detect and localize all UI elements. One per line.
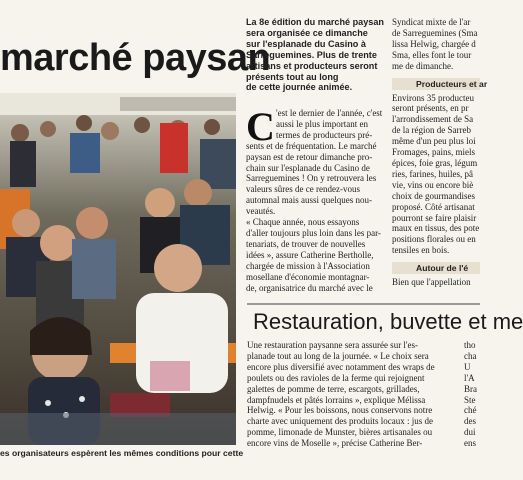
body-line: sents et de fréquentation. Le marché: [246, 140, 377, 151]
subheading-producteurs: Producteurs et ar: [392, 78, 480, 90]
body-line: poulets ou des ravioles de la ferme qui rejoignent: [247, 372, 425, 383]
body-line: U: [464, 361, 471, 372]
lead-paragraph: [246, 17, 384, 93]
body-line: me de dimanche.: [392, 60, 454, 71]
body-line: de, organisatrice du marché avec le: [246, 282, 373, 293]
subheading-autour: Autour de l'é: [392, 262, 480, 274]
body-line: dampfnudels et pâtés lorrains », explique Mélissa: [247, 394, 426, 405]
body-line: tenariats, de trouver de nouvelles: [246, 238, 366, 249]
section-title: Restauration, buvette et me: [253, 309, 523, 334]
body-line: dui: [464, 427, 476, 438]
body-line: pourront se faire plaisir: [392, 212, 477, 223]
body-line: choix de gourmandises: [392, 190, 475, 201]
body-line: l'A: [464, 372, 475, 383]
body-line: 'est le dernier de l'année, c'est: [276, 108, 383, 118]
body-line: encore vins de Moselle », précise Catherine Ber-: [247, 438, 423, 449]
body-line: galettes de pomme de terre, escargots, grillades,: [247, 383, 420, 394]
body-line: de Sarreguemines (Sma: [392, 27, 478, 38]
body-line: des: [464, 416, 476, 427]
body-line: planade tout au long de la journée. « Le choix sera: [247, 350, 429, 361]
body-line: chain sur l'esplanade du Casino de: [246, 162, 370, 173]
body-line: veautés.: [246, 206, 276, 217]
lead-line: sur l'esplanade du Casino à: [246, 38, 366, 49]
body-line: Sma, elles font le tour: [392, 49, 472, 60]
body-line: automnal mais aussi quelques nou-: [246, 195, 372, 206]
body-line: d'aller toujours plus loin dans les par-: [246, 227, 381, 238]
body-line: maux en tissus, des pote: [392, 223, 480, 234]
lead-line: de cette journée animée.: [246, 82, 353, 93]
article-column-4: [247, 340, 459, 449]
body-line: ché: [464, 405, 477, 416]
body-line: Syndicat mixte de l'ar: [392, 17, 471, 27]
body-line: « Chaque année, nous essayons: [246, 217, 360, 228]
lead-line: artisans et producteurs seront: [246, 60, 378, 71]
body-line: Bra: [464, 383, 477, 394]
body-line: lissa Helwig, chargée d: [392, 38, 476, 49]
article-column-5: [464, 340, 480, 449]
body-line: chargée de mission à l'Association: [246, 260, 370, 271]
body-line: mosellane d'économie montagnar-: [246, 271, 370, 282]
body-line: tho: [464, 340, 476, 350]
body-line: Bien que l'appellation: [392, 277, 471, 288]
body-line: épices, foie gras, légum: [392, 157, 478, 168]
body-line: valeurs sûres de ce rendez-vous: [246, 184, 360, 195]
body-line: ens: [464, 438, 476, 449]
body-line: l'arrondissement de Sa: [392, 114, 474, 125]
body-line: termes de producteurs pré-: [276, 129, 373, 140]
drop-cap: C: [246, 104, 275, 149]
body-line: seront présents, en pr: [392, 103, 469, 114]
body-line: Environs 35 producteu: [392, 92, 474, 103]
body-line: cha: [464, 350, 477, 361]
lead-line: sera organisée ce dimanche: [246, 27, 368, 38]
body-line: positions florales ou en: [392, 234, 476, 245]
article-column-2: [246, 104, 383, 293]
body-line: aussi le plus important en: [276, 118, 368, 129]
body-line: vie, vins ou encore biè: [392, 179, 474, 190]
body-line: ries, farines, huiles, pâ: [392, 168, 473, 179]
body-line: Sarreguemines ! On y retrouvera les: [246, 173, 377, 184]
photo-caption: es organisateurs espèrent les mêmes conditions pour cette: [0, 448, 244, 458]
body-line: tensiles en bois.: [392, 245, 450, 256]
market-photo: [0, 93, 236, 445]
body-line: Fromages, pains, miels: [392, 147, 475, 158]
body-line: Ste: [464, 394, 476, 405]
lead-line: présents tout au long: [246, 71, 339, 82]
body-line: de la région de Sarreb: [392, 125, 471, 136]
lead-line: Sarreguemines. Plus de trente: [246, 49, 377, 60]
body-line: encore plus diversifié avec notamment des wraps de: [247, 361, 435, 372]
body-line: Une restauration paysanne sera assurée sur l'es-: [247, 340, 419, 350]
body-line: même d'un peu plus loi: [392, 136, 476, 147]
lead-line: La 8e édition du marché paysan: [246, 17, 384, 27]
body-line: pomme, limonade de Munster, bières artisanales ou: [247, 427, 433, 438]
article-column-3: [392, 17, 488, 288]
body-line: idées », assure Catherine Bertholle,: [246, 249, 374, 260]
body-line: charte avec uniquement des produits locaux : jus de: [247, 416, 433, 427]
body-line: Helwig. « Pour les boissons, nous conservons notre: [247, 405, 433, 416]
headline: marché paysan: [0, 37, 271, 79]
body-line: paysan est de retour dimanche pro-: [246, 151, 373, 162]
body-line: proposé. Côté artisanat: [392, 201, 475, 212]
